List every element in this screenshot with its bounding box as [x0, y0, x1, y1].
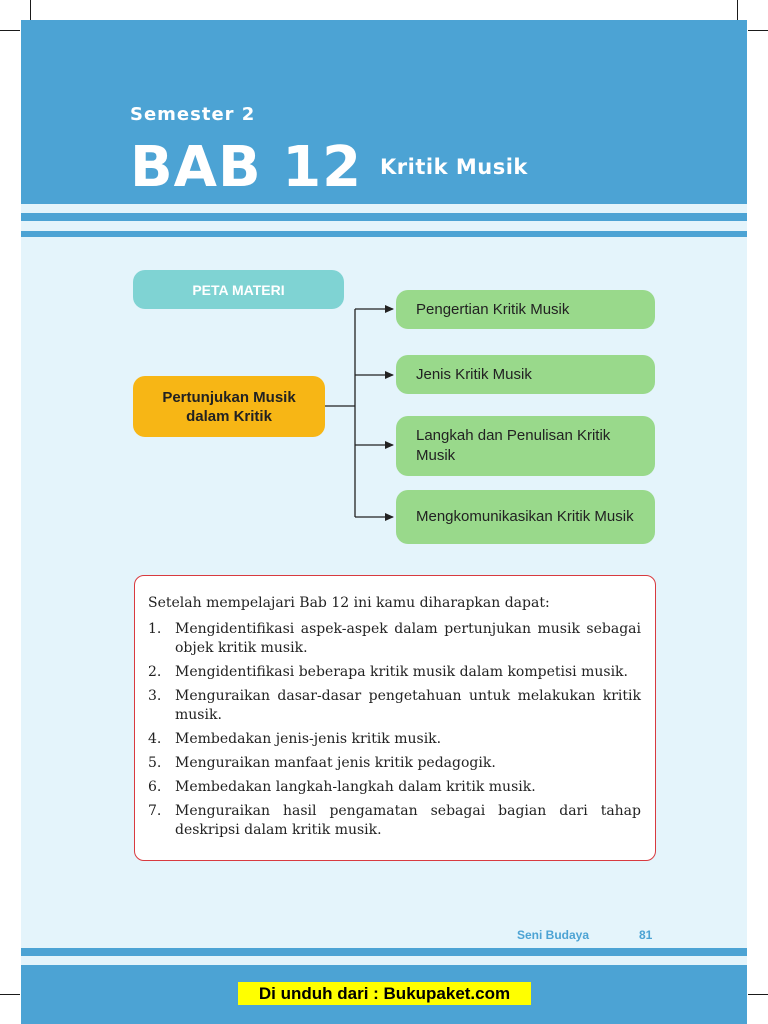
list-item	[148, 663, 641, 682]
download-source-label: Di unduh dari : Bukupaket.com	[238, 982, 531, 1005]
objectives-list	[148, 620, 641, 840]
topic-box: Jenis Kritik Musik	[396, 355, 655, 394]
footer-stripe	[21, 948, 747, 956]
page-number: 81	[639, 928, 653, 942]
concept-source-box: Pertunjukan Musik dalam Kritik	[133, 376, 325, 437]
item-text: Mengidentifikasi beberapa kritik musik dalam kompetisi musik.	[175, 664, 628, 680]
chapter-title: Kritik Musik	[380, 155, 528, 179]
item-number: 6.	[148, 779, 162, 795]
item-text: Menguraikan hasil pengamatan sebagai bagian dari tahap deskripsi dalam kritik musik.	[175, 803, 641, 838]
learning-objectives-box	[134, 575, 656, 861]
objectives-intro: Setelah mempelajari Bab 12 ini kamu diharapkan dapat:	[148, 595, 550, 611]
item-number: 2.	[148, 664, 162, 680]
topic-box: Pengertian Kritik Musik	[396, 290, 655, 329]
item-text: Menguraikan manfaat jenis kritik pedagogik.	[175, 755, 496, 771]
item-number: 4.	[148, 731, 162, 747]
semester-label: Semester 2	[130, 104, 256, 125]
item-text: Membedakan jenis-jenis kritik musik.	[175, 731, 442, 747]
list-item	[148, 620, 641, 658]
list-item	[148, 802, 641, 840]
list-item	[148, 687, 641, 725]
book-title: Seni Budaya	[517, 928, 590, 942]
item-number: 3.	[148, 688, 162, 704]
topic-box: Mengkomunikasikan Kritik Musik	[396, 490, 655, 544]
list-item	[148, 754, 641, 773]
topic-box: Langkah dan Penulisan Kritik Musik	[396, 416, 655, 476]
item-text: Mengidentifikasi aspek-aspek dalam pertunjukan musik sebagai objek kritik musik.	[175, 621, 641, 656]
item-number: 7.	[148, 803, 162, 819]
item-text: Menguraikan dasar-dasar pengetahuan untuk melakukan kritik musik.	[175, 688, 641, 723]
item-number: 1.	[148, 621, 162, 637]
peta-materi-label: PETA MATERI	[133, 270, 344, 309]
item-number: 5.	[148, 755, 162, 771]
list-item	[148, 730, 641, 749]
item-text: Membedakan langkah-langkah dalam kritik musik.	[175, 779, 536, 795]
list-item	[148, 778, 641, 797]
chapter-number: BAB 12	[130, 135, 363, 200]
